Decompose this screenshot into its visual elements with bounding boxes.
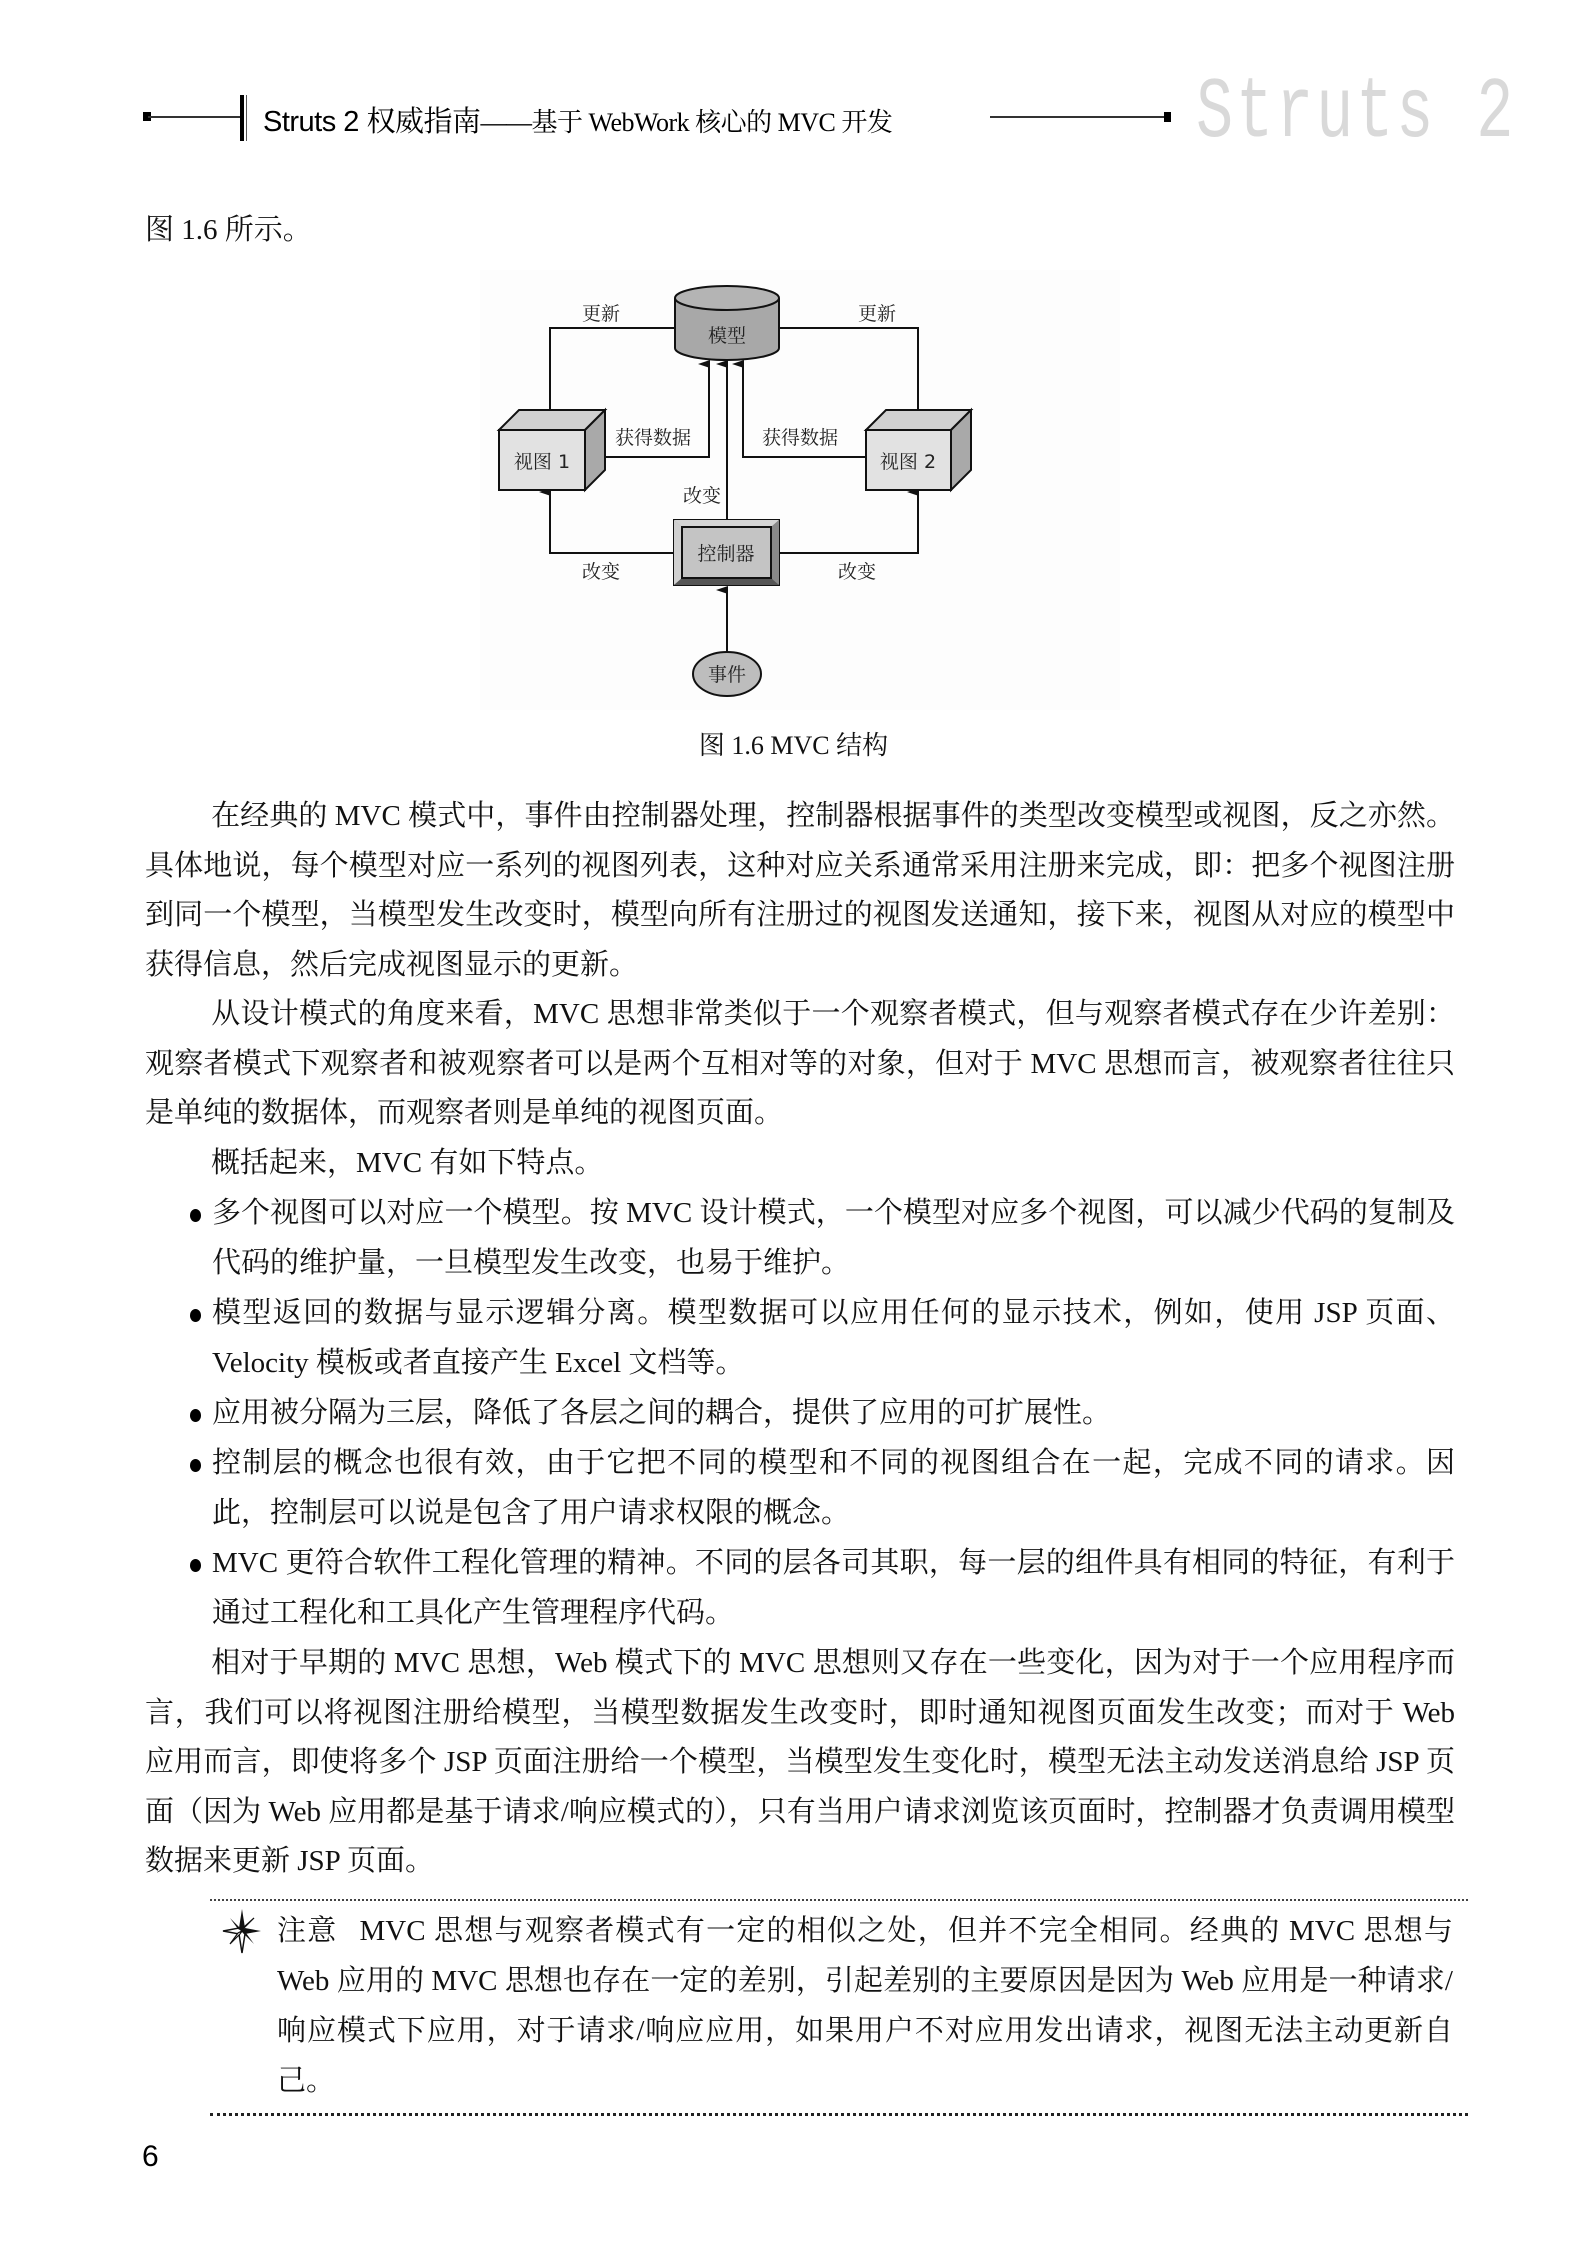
bullet-icon [190,1459,201,1472]
paragraph-3-text: 概括起来，MVC 有如下特点。 [211,1147,604,1179]
list-item-text: MVC 更符合软件工程化管理的精神。不同的层各司其职，每一层的组件具有相同的特征，有利于通过工程化和工具化产生管理程序代码。 [212,1547,1455,1629]
bullet-icon [190,1309,201,1322]
event-label: 事件 [707,664,747,686]
get-data-right-label: 获得数据 [761,427,839,449]
update-right-label: 更新 [857,303,897,325]
view1-node [499,410,605,490]
book-subtitle: ——基于 WebWork 核心的 MVC 开发 [480,108,893,137]
list-item [212,1439,1455,1538]
paragraph-2 [145,990,1455,1139]
note-top-rule [210,1899,1468,1901]
mvc-diagram [480,270,1120,710]
bullet-icon [190,1559,201,1572]
paragraph-3 [145,1139,1455,1189]
note-bottom-rule [210,2113,1468,2116]
bullet-icon [190,1209,201,1222]
list-item [212,1539,1455,1638]
change-right-label: 改变 [837,561,877,583]
list-item-text: 控制层的概念也很有效，由于它把不同的模型和不同的视图组合在一起，完成不同的请求。因此，控制层可以说是包含了用户请求权限的概念。 [212,1447,1455,1529]
intro-line: 图 1.6 所示。 [145,214,312,246]
paragraph-1-text: 在经典的 MVC 模式中，事件由控制器处理，控制器根据事件的类型改变模型或视图，反之亦然。具体地说，每个模型对应一系列的视图列表，这种对应关系通常采用注册来完成，即：把多个视图注册到同一个模型，当模型发生改变时，模型向所有注册过的视图发送通知，接下来，视图从对应的模型中获得信息，然后完成视图显示的更新。 [145,800,1455,981]
paragraph-1 [145,792,1455,990]
bullet-icon [190,1409,201,1422]
list-item-text: 模型返回的数据与显示逻辑分离。模型数据可以应用任何的显示技术，例如，使用 JSP 页面、Velocity 模板或者直接产生 Excel 文档等。 [212,1297,1455,1379]
header-title [263,99,892,140]
list-item [212,1189,1455,1288]
header-bar [240,95,244,141]
change-center-label: 改变 [682,485,722,507]
view2-label: 视图 2 [879,451,937,473]
paragraph-2-text: 从设计模式的角度来看，MVC 思想非常类似于一个观察者模式，但与观察者模式存在少许差别：观察者模式下观察者和被观察者可以是两个互相对等的对象，但对于 MVC 思想而言，被观察者往往只是单纯的数据体，而观察者则是单纯的视图页面。 [145,998,1455,1129]
model-label: 模型 [707,325,747,347]
header-watermark: Struts 2 [1196,64,1517,162]
view2-node [866,410,971,490]
paragraph-4 [145,1639,1455,1887]
list-item [212,1289,1455,1388]
update-left-label: 更新 [581,303,621,325]
header-left-rule [148,116,243,118]
book-title: Struts 2 权威指南 [263,106,481,138]
header-right-marker [1164,112,1171,122]
list-item-text: 应用被分隔为三层，降低了各层之间的耦合，提供了应用的可扩展性。 [212,1397,1112,1429]
list-item [212,1389,1455,1439]
list-item-text: 多个视图可以对应一个模型。按 MVC 设计模式，一个模型对应多个视图，可以减少代码的复制及代码的维护量，一旦模型发生改变，也易于维护。 [212,1197,1455,1279]
change-left-label: 改变 [581,561,621,583]
model-node [675,286,779,360]
page-number: 6 [142,2140,159,2173]
compass-star-icon [222,1908,262,1954]
note-text: MVC 思想与观察者模式有一定的相似之处，但并不完全相同。经典的 MVC 思想与 Web 应用的 MVC 思想也存在一定的差别，引起差别的主要原因是因为 Web 应用是一种请求/响应模式下应用，对于请求/响应应用，如果用户不对应用发出请求，视图无法主动更新自己。 [277,1915,1453,2097]
controller-label: 控制器 [697,543,755,565]
get-data-left-label: 获得数据 [614,427,692,449]
figure-caption: 图 1.6 MVC 结构 [698,731,889,760]
note-body [277,1906,1453,2106]
running-header [0,0,1587,170]
view1-label: 视图 1 [513,451,571,473]
note-label: 注意 [277,1915,338,1947]
header-bar-thin [246,95,247,141]
paragraph-4-text: 相对于早期的 MVC 思想，Web 模式下的 MVC 思想则又存在一些变化，因为对于一个应用程序而言，我们可以将视图注册给模型，当模型数据发生改变时，即时通知视图页面发生改变；而对于 Web 应用而言，即使将多个 JSP 页面注册给一个模型，当模型发生变化时，模型无法主动发送消息给 JSP 页面（因为 Web 应用都是基于请求/响应模式的），只有当用户请求浏览该页面时，控制器才负责调用模型数据来更新 JSP 页面。 [145,1647,1455,1877]
header-right-rule [990,116,1170,118]
